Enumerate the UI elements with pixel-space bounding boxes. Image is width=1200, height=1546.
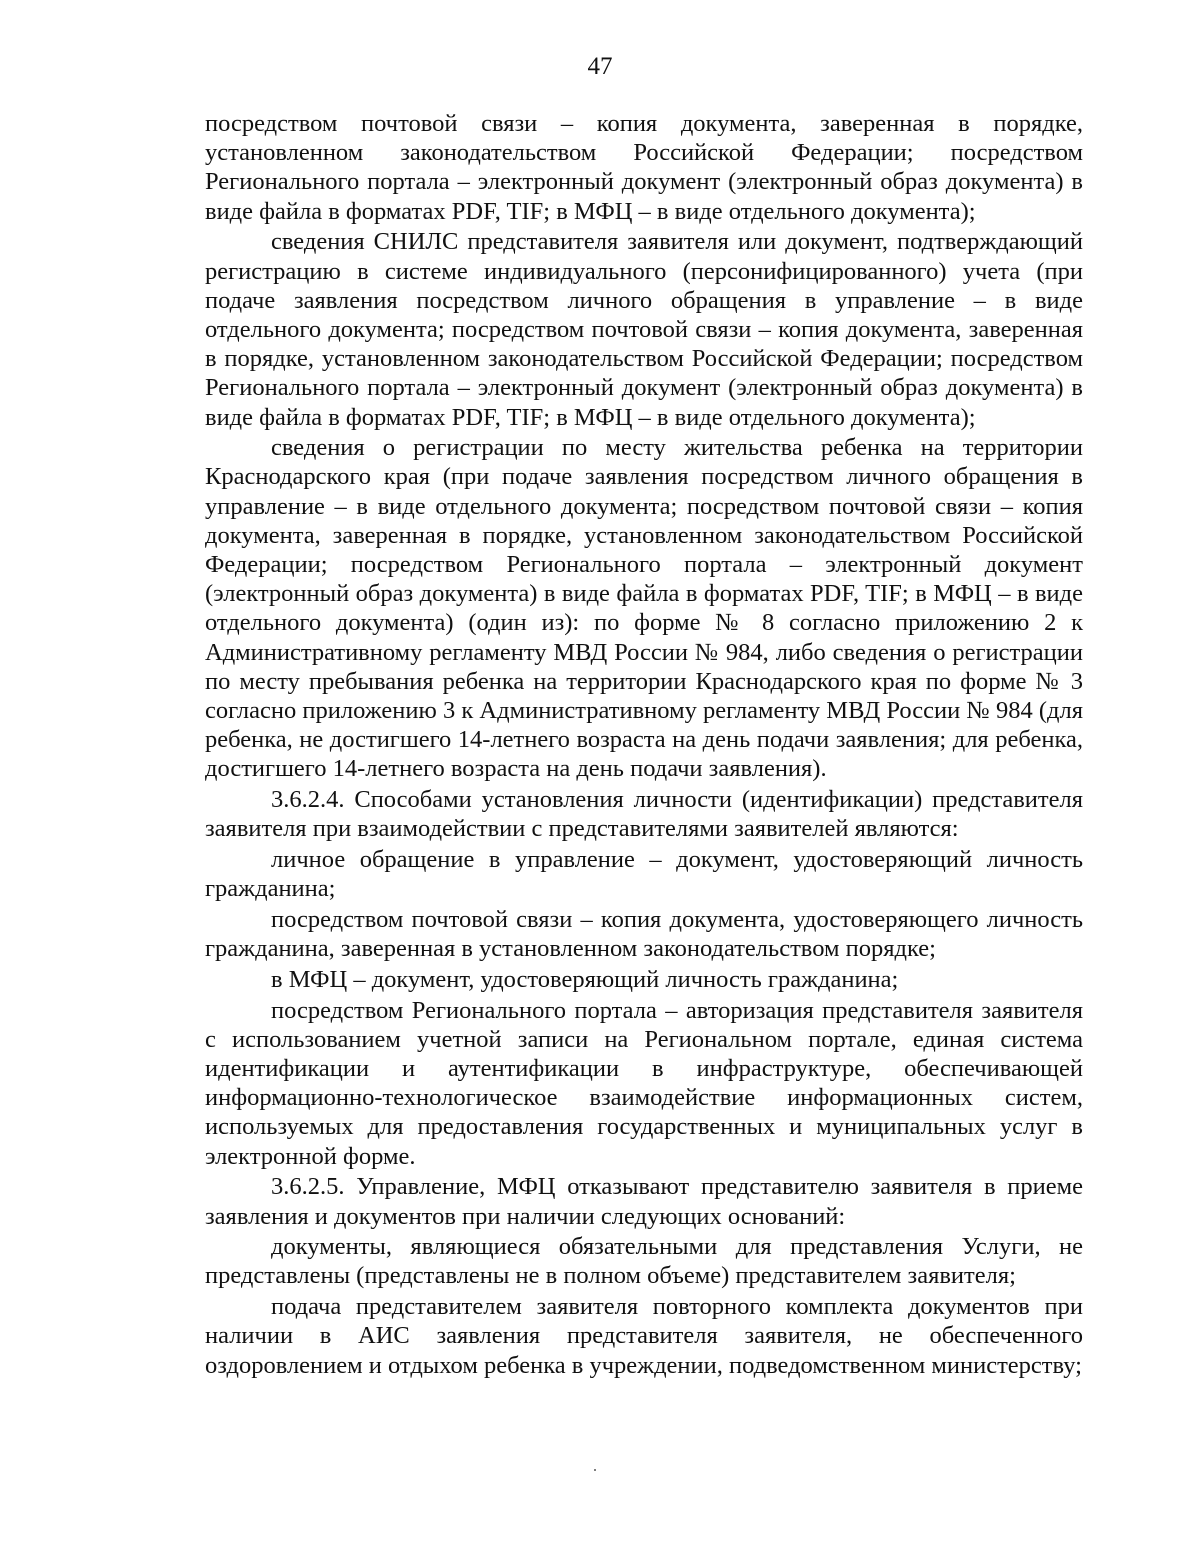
paragraph-postal-identity: посредством почтовой связи – копия документа, удостоверяющего личность гражданина, заверенная в установленном законодательством порядке; xyxy=(205,905,1083,963)
paragraph-identification-methods: 3.6.2.4. Способами установления личности (идентификации) представителя заявителя при взаимодействии с представителями заявителей являются: xyxy=(205,786,1083,843)
paragraph-snils: сведения СНИЛС представителя заявителя или документ, подтверждающий регистрацию в системе индивидуального (персонифицированного) учета (при подаче заявления посредством личного обращения в управление – в виде отдельного документа; посредством почтовой связи – копия документа, заверенная в порядке, установленном законодательством Российской Федерации; посредством Регионального портала – электронный документ (электронный образ документа) в виде файла в форматах PDF, TIF; в МФЦ – в виде отдельного документа); xyxy=(205,228,1083,431)
paragraph-portal-authorization: посредством Регионального портала – авторизация представителя заявителя с использованием учетной записи на Региональном портале, единая система идентификации и аутентификации в инфраструктуре, обеспечивающей информационно-технологическое взаимодействие информационных систем, используемых для предоставления государственных и муниципальных услуг в электронной форме. xyxy=(205,996,1083,1170)
page-number: 47 xyxy=(587,53,613,80)
paragraph-personal-visit: личное обращение в управление – документ, удостоверяющий личность гражданина; xyxy=(205,846,1083,903)
paragraph-refusal-grounds: 3.6.2.5. Управление, МФЦ отказывают представителю заявителя в приеме заявления и документов при наличии следующих оснований: xyxy=(205,1173,1083,1230)
paragraph-repeat-submission: подача представителем заявителя повторного комплекта документов при наличии в АИС заявления представителя заявителя, не обеспеченного оздоровлением и отдыхом ребенка в учреждении, подведомственном министерству; xyxy=(205,1293,1083,1379)
paragraph-missing-documents: документы, являющиеся обязательными для представления Услуги, не представлены (представлены не в полном объеме) представителем заявителя; xyxy=(205,1233,1083,1290)
scan-artifact-dot xyxy=(594,1469,596,1471)
paragraph-registration-info: сведения о регистрации по месту жительства ребенка на территории Краснодарского края (при подаче заявления посредством личного обращения в управление – в виде отдельного документа; посредством почтовой связи – копия документа, заверенная в порядке, установленном законодательством Российской Федерации; посредством Регионального портала – электронный документ (электронный образ документа) в виде файла в форматах PDF, TIF; в МФЦ – в виде отдельного документа) (один из): по форме № 8 согласно приложению 2 к Административному регламенту МВД России № 984, либо сведения о регистрации по месту пребывания ребенка на территории Краснодарского края по форме № 3 согласно приложению 3 к Административному регламенту МВД России № 984 (для ребенка, не достигшего 14-летнего возраста на день подачи заявления; для ребенка, достигшего 14-летнего возраста на день подачи заявления). xyxy=(205,434,1083,783)
paragraph-mfc-identity: в МФЦ – документ, удостоверяющий личность гражданина; xyxy=(271,965,899,993)
document-body xyxy=(205,109,1083,1381)
paragraph-postal-copy: посредством почтовой связи – копия документа, заверенная в порядке, установленном законодательством Российской Федерации; посредством Регионального портала – электронный документ (электронный образ документа) в виде файла в форматах PDF, TIF; в МФЦ – в виде отдельного документа); xyxy=(205,110,1083,225)
